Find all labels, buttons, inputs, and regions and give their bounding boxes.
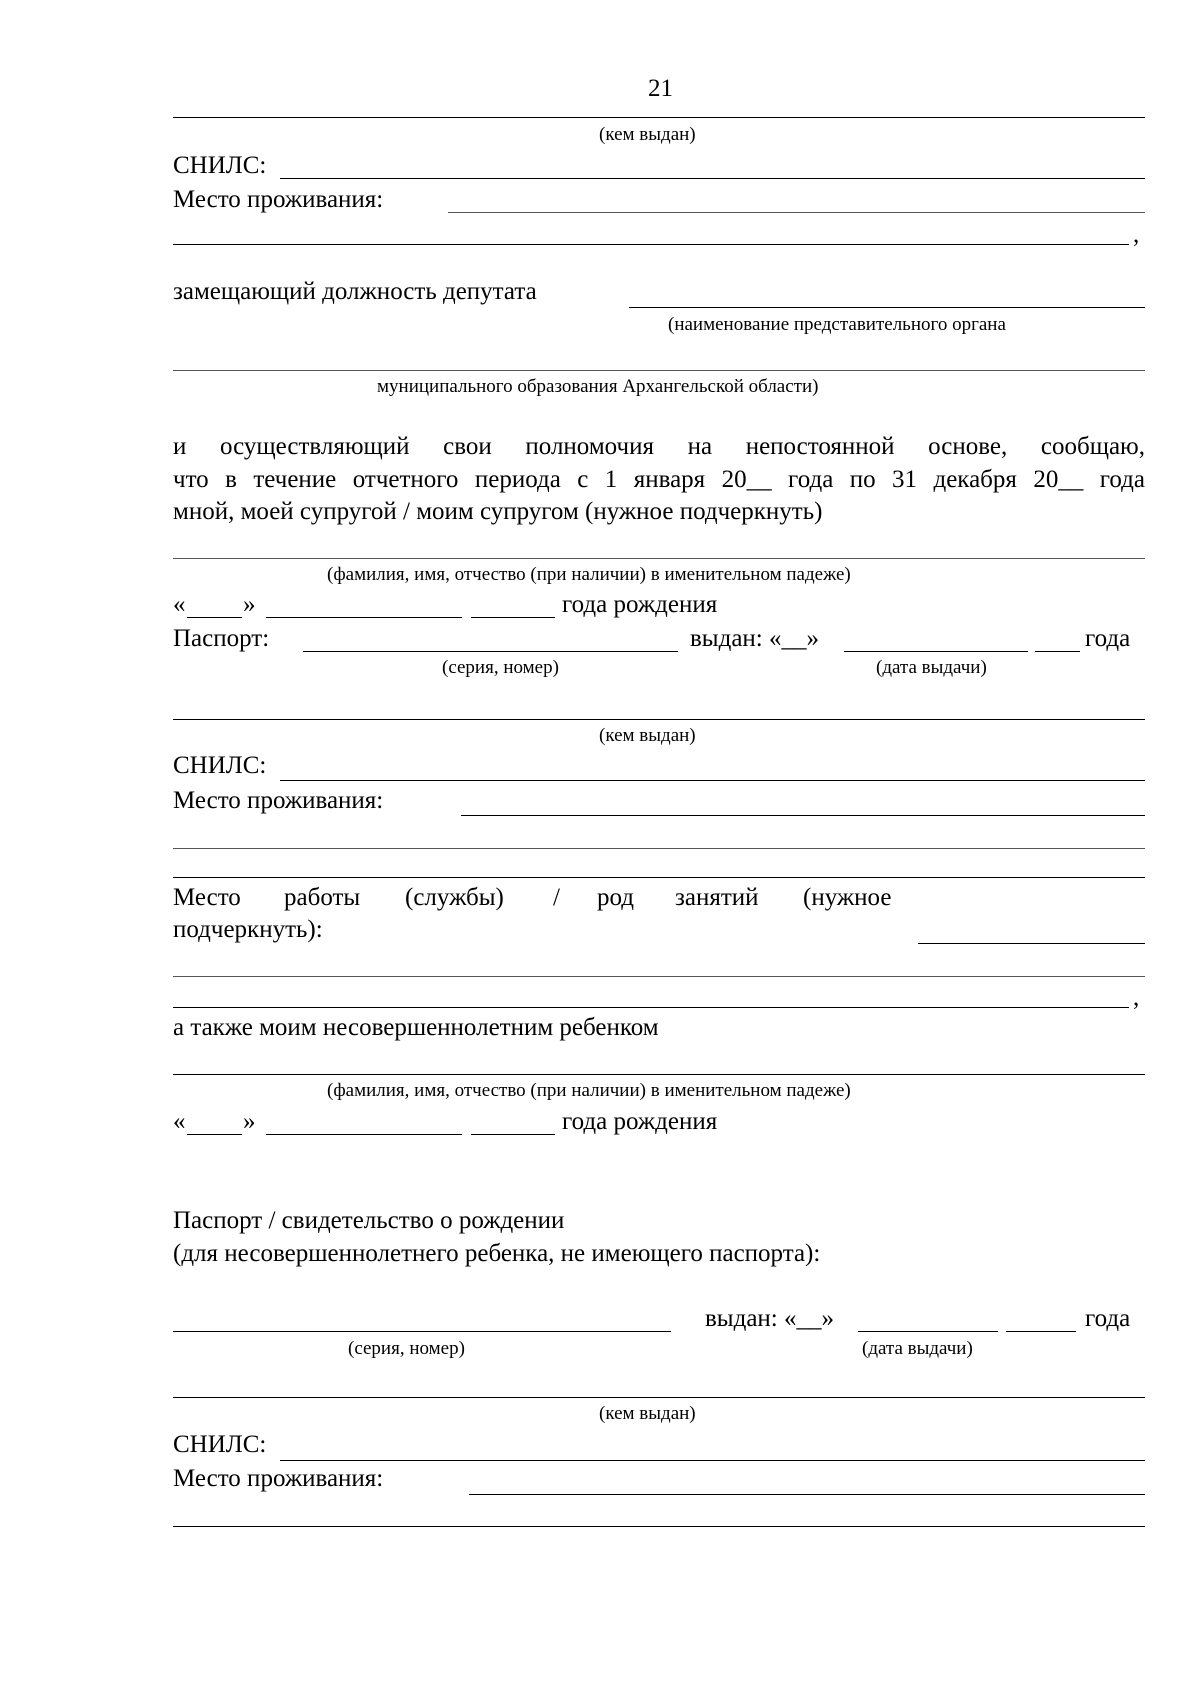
child-label: а также моим несовершеннолетним ребенком (173, 1014, 659, 1041)
quote-open: « (173, 591, 186, 618)
work-label-8: подчеркнуть): (173, 916, 323, 943)
spouse-fio-hint: (фамилия, имя, отчество (при наличии) в именительном падеже) (327, 564, 851, 585)
issued-by-hint: (кем выдан) (599, 124, 696, 145)
comma: , (1133, 984, 1140, 1011)
spouse-fio-line[interactable] (173, 558, 1145, 559)
issued-by-hint: (кем выдан) (599, 725, 696, 746)
snils-label: СНИЛС: (173, 752, 267, 779)
statement-line-3: мной, моей супругой / моим супругом (нужное подчеркнуть) (173, 498, 823, 525)
residence-label: Место проживания: (173, 186, 384, 213)
work-label-3: (службы) (405, 884, 504, 911)
residence-line[interactable] (469, 1494, 1145, 1495)
issue-date-field[interactable] (844, 651, 1028, 652)
statement-line-2: что в течение отчетного периода с 1 января 20__ года по 31 декабря 20__ года (173, 466, 1145, 493)
birth-year-field[interactable] (471, 1134, 555, 1135)
work-place-line-3[interactable] (173, 1007, 1129, 1008)
page-number: 21 (648, 75, 673, 102)
work-place-line-2[interactable] (173, 976, 1145, 977)
birth-year-field[interactable] (471, 617, 555, 618)
year-label: года (1085, 1305, 1131, 1332)
snils-line[interactable] (280, 1460, 1145, 1461)
issue-year-field[interactable] (1006, 1331, 1076, 1332)
issued-by-line[interactable] (173, 719, 1145, 720)
snils-line[interactable] (280, 178, 1145, 179)
quote-open: « (173, 1108, 186, 1135)
residence-label: Место проживания: (173, 1465, 384, 1492)
child-fio-line[interactable] (173, 1074, 1145, 1075)
series-hint: (серия, номер) (348, 1338, 465, 1359)
issued-label: выдан: «__» (690, 625, 819, 652)
birth-day-field[interactable] (187, 617, 242, 618)
issued-by-line[interactable] (173, 117, 1145, 118)
issued-by-hint: (кем выдан) (599, 1403, 696, 1424)
birth-month-field[interactable] (266, 617, 462, 618)
work-label-7: (нужное (803, 884, 892, 911)
work-label-1: Место (173, 884, 241, 911)
quote-close: » (243, 1108, 256, 1135)
residence-line[interactable] (461, 815, 1145, 816)
residence-line-2[interactable] (173, 244, 1129, 245)
child-doc-label-1: Паспорт / свидетельство о рождении (173, 1207, 565, 1234)
issued-label: выдан: «__» (705, 1305, 834, 1332)
series-hint: (серия, номер) (442, 657, 559, 678)
deputy-hint-1: (наименование представительного органа (668, 314, 1006, 335)
child-doc-label-2: (для несовершеннолетнего ребенка, не имеющего паспорта): (173, 1240, 821, 1267)
deputy-hint-2: муниципального образования Архангельской области) (377, 376, 819, 397)
birth-label: года рождения (562, 591, 718, 618)
snils-line[interactable] (280, 780, 1145, 781)
work-label-2: работы (284, 884, 361, 911)
residence-line-2[interactable] (173, 1526, 1145, 1527)
issue-year-field[interactable] (1035, 651, 1080, 652)
birth-label: года рождения (562, 1108, 718, 1135)
date-hint: (дата выдачи) (862, 1338, 973, 1359)
quote-close: » (243, 591, 256, 618)
issue-date-field[interactable] (858, 1331, 998, 1332)
doc-number-field[interactable] (173, 1331, 671, 1332)
birth-day-field[interactable] (187, 1134, 242, 1135)
snils-label: СНИЛС: (173, 152, 267, 179)
work-label-6: занятий (675, 884, 759, 911)
residence-line-3[interactable] (173, 877, 1145, 878)
deputy-label: замещающий должность депутата (173, 278, 537, 305)
passport-label: Паспорт: (173, 625, 270, 652)
work-label-4: / (553, 884, 560, 911)
birth-month-field[interactable] (266, 1134, 462, 1135)
snils-label: СНИЛС: (173, 1431, 267, 1458)
passport-number-field[interactable] (303, 651, 678, 652)
residence-line[interactable] (448, 212, 1145, 213)
residence-label: Место проживания: (173, 787, 384, 814)
statement-line-1: и осуществляющий свои полномочия на непостоянной основе, сообщаю, (173, 433, 1145, 460)
deputy-body-line-2[interactable] (173, 370, 1145, 371)
work-label-5: род (597, 884, 634, 911)
residence-line-2[interactable] (173, 848, 1145, 849)
issued-by-line[interactable] (173, 1397, 1145, 1398)
year-label: года (1085, 625, 1131, 652)
child-fio-hint: (фамилия, имя, отчество (при наличии) в именительном падеже) (327, 1080, 851, 1101)
work-place-line[interactable] (918, 943, 1145, 944)
date-hint: (дата выдачи) (876, 657, 987, 678)
deputy-body-line[interactable] (629, 307, 1145, 308)
comma: , (1133, 221, 1140, 248)
